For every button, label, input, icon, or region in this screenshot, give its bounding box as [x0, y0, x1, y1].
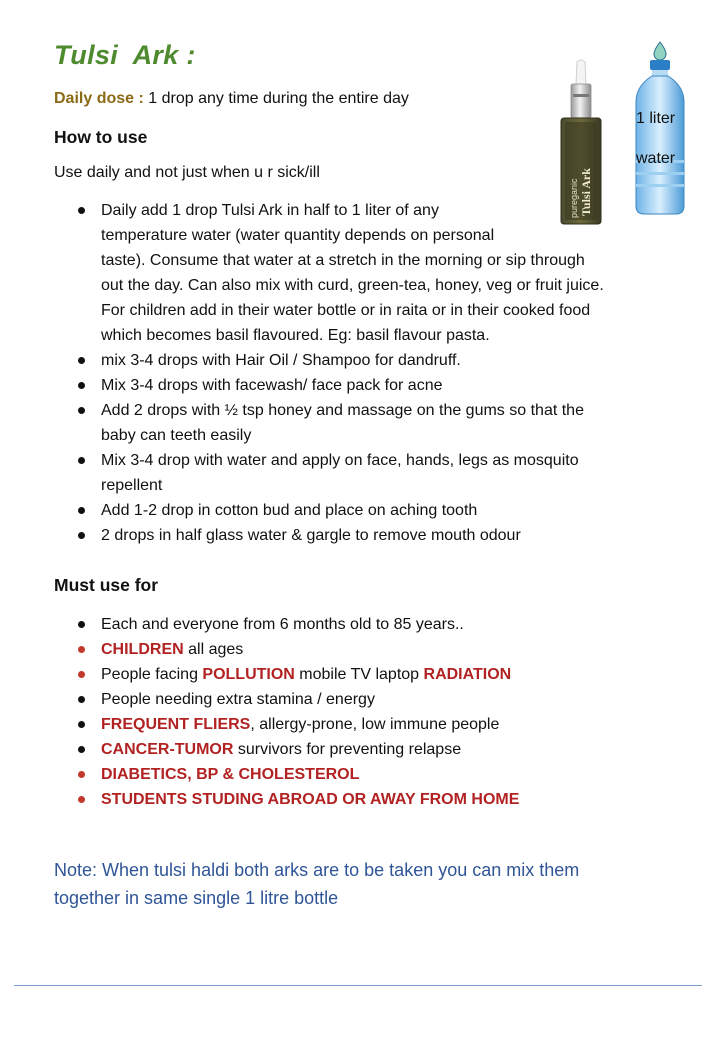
list-item [54, 787, 674, 812]
list-item-line: Add 1-2 drop in cotton bud and place on aching tooth [101, 502, 478, 519]
list-item-line: baby can teeth easily [101, 427, 252, 444]
list-item [54, 637, 674, 662]
how-to-use-intro: Use daily and not just when u r sick/ill [54, 164, 320, 181]
list-item-text: mobile TV laptop [294, 666, 424, 683]
list-item-text: Each and everyone from 6 months old to 85 years.. [101, 616, 464, 633]
list-item-text: all ages [183, 641, 244, 658]
list-item-line: Mix 3-4 drop with water and apply on face, hands, legs as mosquito [101, 452, 579, 469]
how-to-use-heading: How to use [54, 127, 148, 147]
list-item [54, 712, 674, 737]
list-item [54, 523, 664, 548]
list-item-line: repellent [101, 477, 163, 494]
list-item-line: out the day. Can also mix with curd, green-tea, honey, veg or fruit juice. [101, 277, 604, 294]
list-item-text: , allergy-prone, low immune people [250, 716, 500, 733]
list-item [54, 498, 664, 523]
water-bottle-label-line2: water [636, 150, 676, 167]
page-title: Tulsi Ark : [54, 40, 196, 70]
list-item-line: For children add in their water bottle or in raita or in their cooked food [101, 302, 591, 319]
highlight-text: FREQUENT FLIERS [101, 716, 251, 733]
list-item-line: taste). Consume that water at a stretch in the morning or sip through [101, 252, 585, 269]
daily-dose [54, 90, 409, 108]
list-item [54, 348, 664, 373]
highlight-text: CHILDREN [101, 641, 184, 658]
list-item-line: Daily add 1 drop Tulsi Ark in half to 1 liter of any [101, 202, 439, 219]
must-use-for-heading: Must use for [54, 575, 159, 595]
water-bottle-label-line1: 1 liter [636, 110, 676, 127]
list-item [54, 762, 674, 787]
must-use-for-list [54, 612, 674, 812]
list-item [54, 448, 664, 498]
list-item [54, 373, 664, 398]
list-item [54, 398, 664, 448]
list-item-line: which becomes basil flavoured. Eg: basil flavour pasta. [101, 327, 490, 344]
list-item-line: 2 drops in half glass water & gargle to remove mouth odour [101, 527, 521, 544]
list-item [54, 687, 674, 712]
list-item-line: Add 2 drops with ½ tsp honey and massage on the gums so that the [101, 402, 584, 419]
highlight-text: CANCER-TUMOR [101, 741, 234, 758]
highlight-text: STUDENTS STUDING ABROAD OR AWAY FROM HOME [101, 791, 520, 808]
list-item-text: People needing extra stamina / energy [101, 691, 375, 708]
list-item-line: temperature water (water quantity depends on personal [101, 227, 495, 244]
list-item-line: mix 3-4 drops with Hair Oil / Shampoo for dandruff. [101, 352, 461, 369]
list-item [54, 737, 674, 762]
bottle-label-text: Tulsi Ark [579, 168, 593, 216]
water-bottle-icon [628, 40, 692, 216]
list-item [54, 612, 674, 637]
highlight-text: DIABETICS, BP & CHOLESTEROL [101, 766, 360, 783]
note-line: together in same single 1 litre bottle [54, 888, 339, 908]
list-item-line: Mix 3-4 drops with facewash/ face pack for acne [101, 377, 443, 394]
highlight-text: POLLUTION [202, 666, 295, 683]
daily-dose-label: Daily dose : [54, 90, 144, 107]
bottle-brand-text: pureganic [569, 178, 579, 218]
daily-dose-value: 1 drop any time during the entire day [143, 90, 409, 107]
footer-divider [14, 985, 702, 986]
highlight-text: RADIATION [423, 666, 512, 683]
tulsi-ark-bottle-icon [557, 58, 605, 226]
note-line: Note: When tulsi haldi both arks are to be taken you can mix them [54, 860, 580, 880]
list-item-text: survivors for preventing relapse [233, 741, 462, 758]
list-item [54, 662, 674, 687]
how-to-use-list [54, 198, 664, 548]
note [54, 856, 664, 912]
list-item-text: People facing [101, 666, 203, 683]
